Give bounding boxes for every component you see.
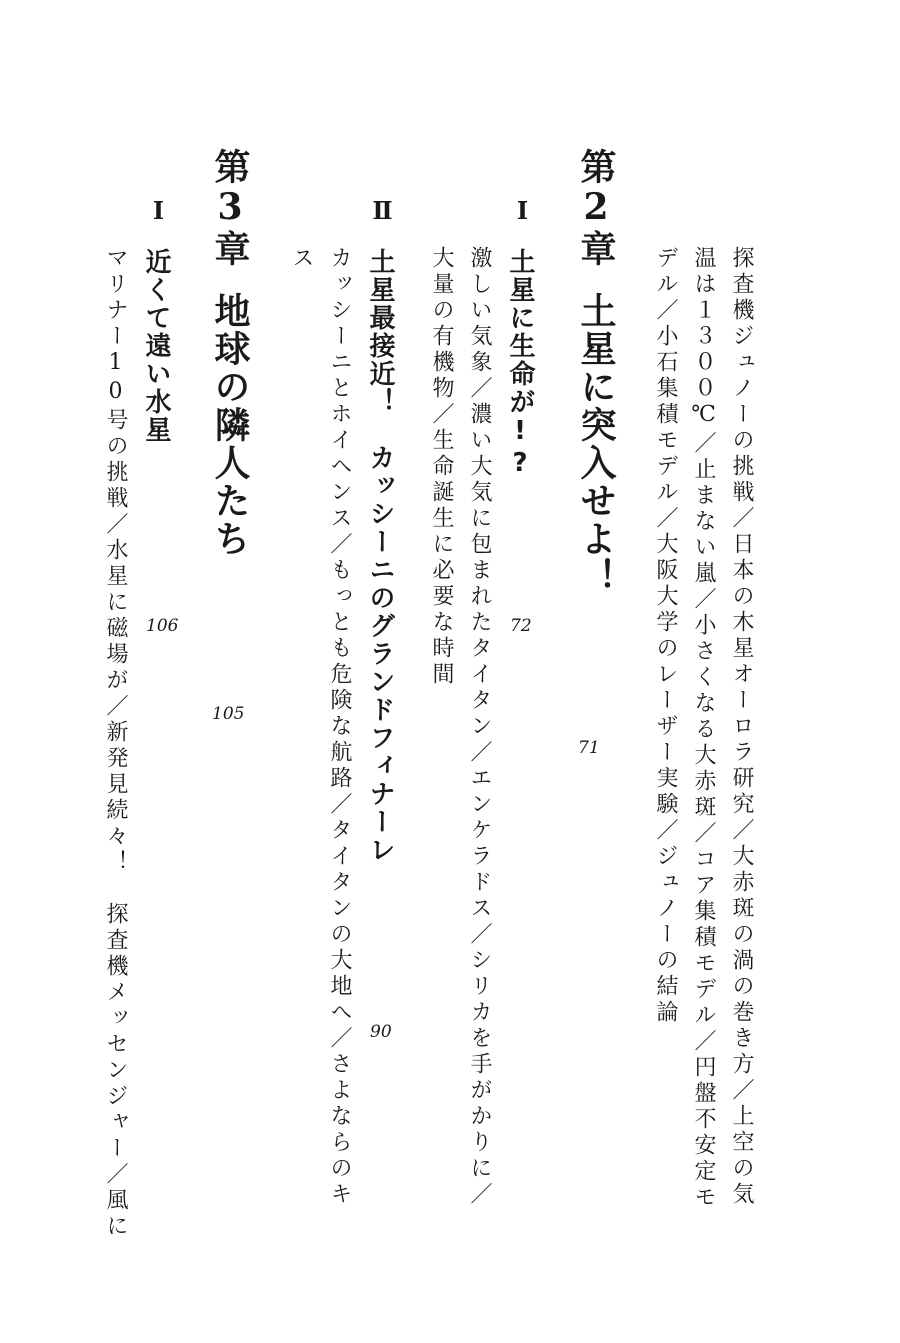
chapter3-title: 地球の隣人たち <box>209 292 251 558</box>
chapter2-title: 土星に突入せよ！ <box>575 292 617 596</box>
ch2-intro-line-3: デル／小石集積モデル／大阪大学のレーザー実験／ジュノーの結論 <box>653 246 678 1026</box>
ch2-intro-line-1: 探査機ジュノーの挑戦／日本の木星オーロラ研究／大赤斑の渦の巻き方／上空の気 <box>729 246 754 1208</box>
chapter3-number: 第3章 <box>209 148 251 268</box>
ch2-section1-numeral: Ⅰ <box>508 196 537 225</box>
ch3-section1-numeral: Ⅰ <box>144 196 173 225</box>
chapter2-number: 第2章 <box>575 148 617 268</box>
ch2-section2-title: 土星最接近！ カッシーニのグランドフィナーレ <box>365 248 395 864</box>
chapter3-page: 105 <box>212 704 245 724</box>
ch3-section1-title: 近くて遠い水星 <box>141 248 171 444</box>
ch2-section1-page: 72 <box>510 616 532 636</box>
ch2-section2-page: 90 <box>370 1022 392 1042</box>
chapter2-page: 71 <box>578 738 600 758</box>
ch2-section1-line-2: 大量の有機物／生命誕生に必要な時間 <box>429 246 454 688</box>
ch3-section1-page: 106 <box>146 616 179 636</box>
ch2-section1-line-1: 激しい気象／濃い大気に包まれたタイタン／エンケラドス／シリカを手がかりに／ <box>467 246 492 1208</box>
ch2-intro-line-2: 温は１３００℃／止まない嵐／小さくなる大赤斑／コア集積モデル／円盤不安定モ <box>691 246 716 1211</box>
ch2-section1-title: 土星に生命が!? <box>505 248 535 480</box>
ch2-section2-line-1: カッシーニとホイヘンス／もっとも危険な航路／タイタンの大地へ／さよならのキ <box>327 246 352 1208</box>
ch2-section2-numeral: Ⅱ <box>368 196 397 225</box>
ch3-section1-line-1: マリナー10号の挑戦／水星に磁場が／新発見続々！ 探査機メッセンジャー／風に <box>103 246 128 1240</box>
ch2-section2-line-2: ス <box>289 246 314 272</box>
